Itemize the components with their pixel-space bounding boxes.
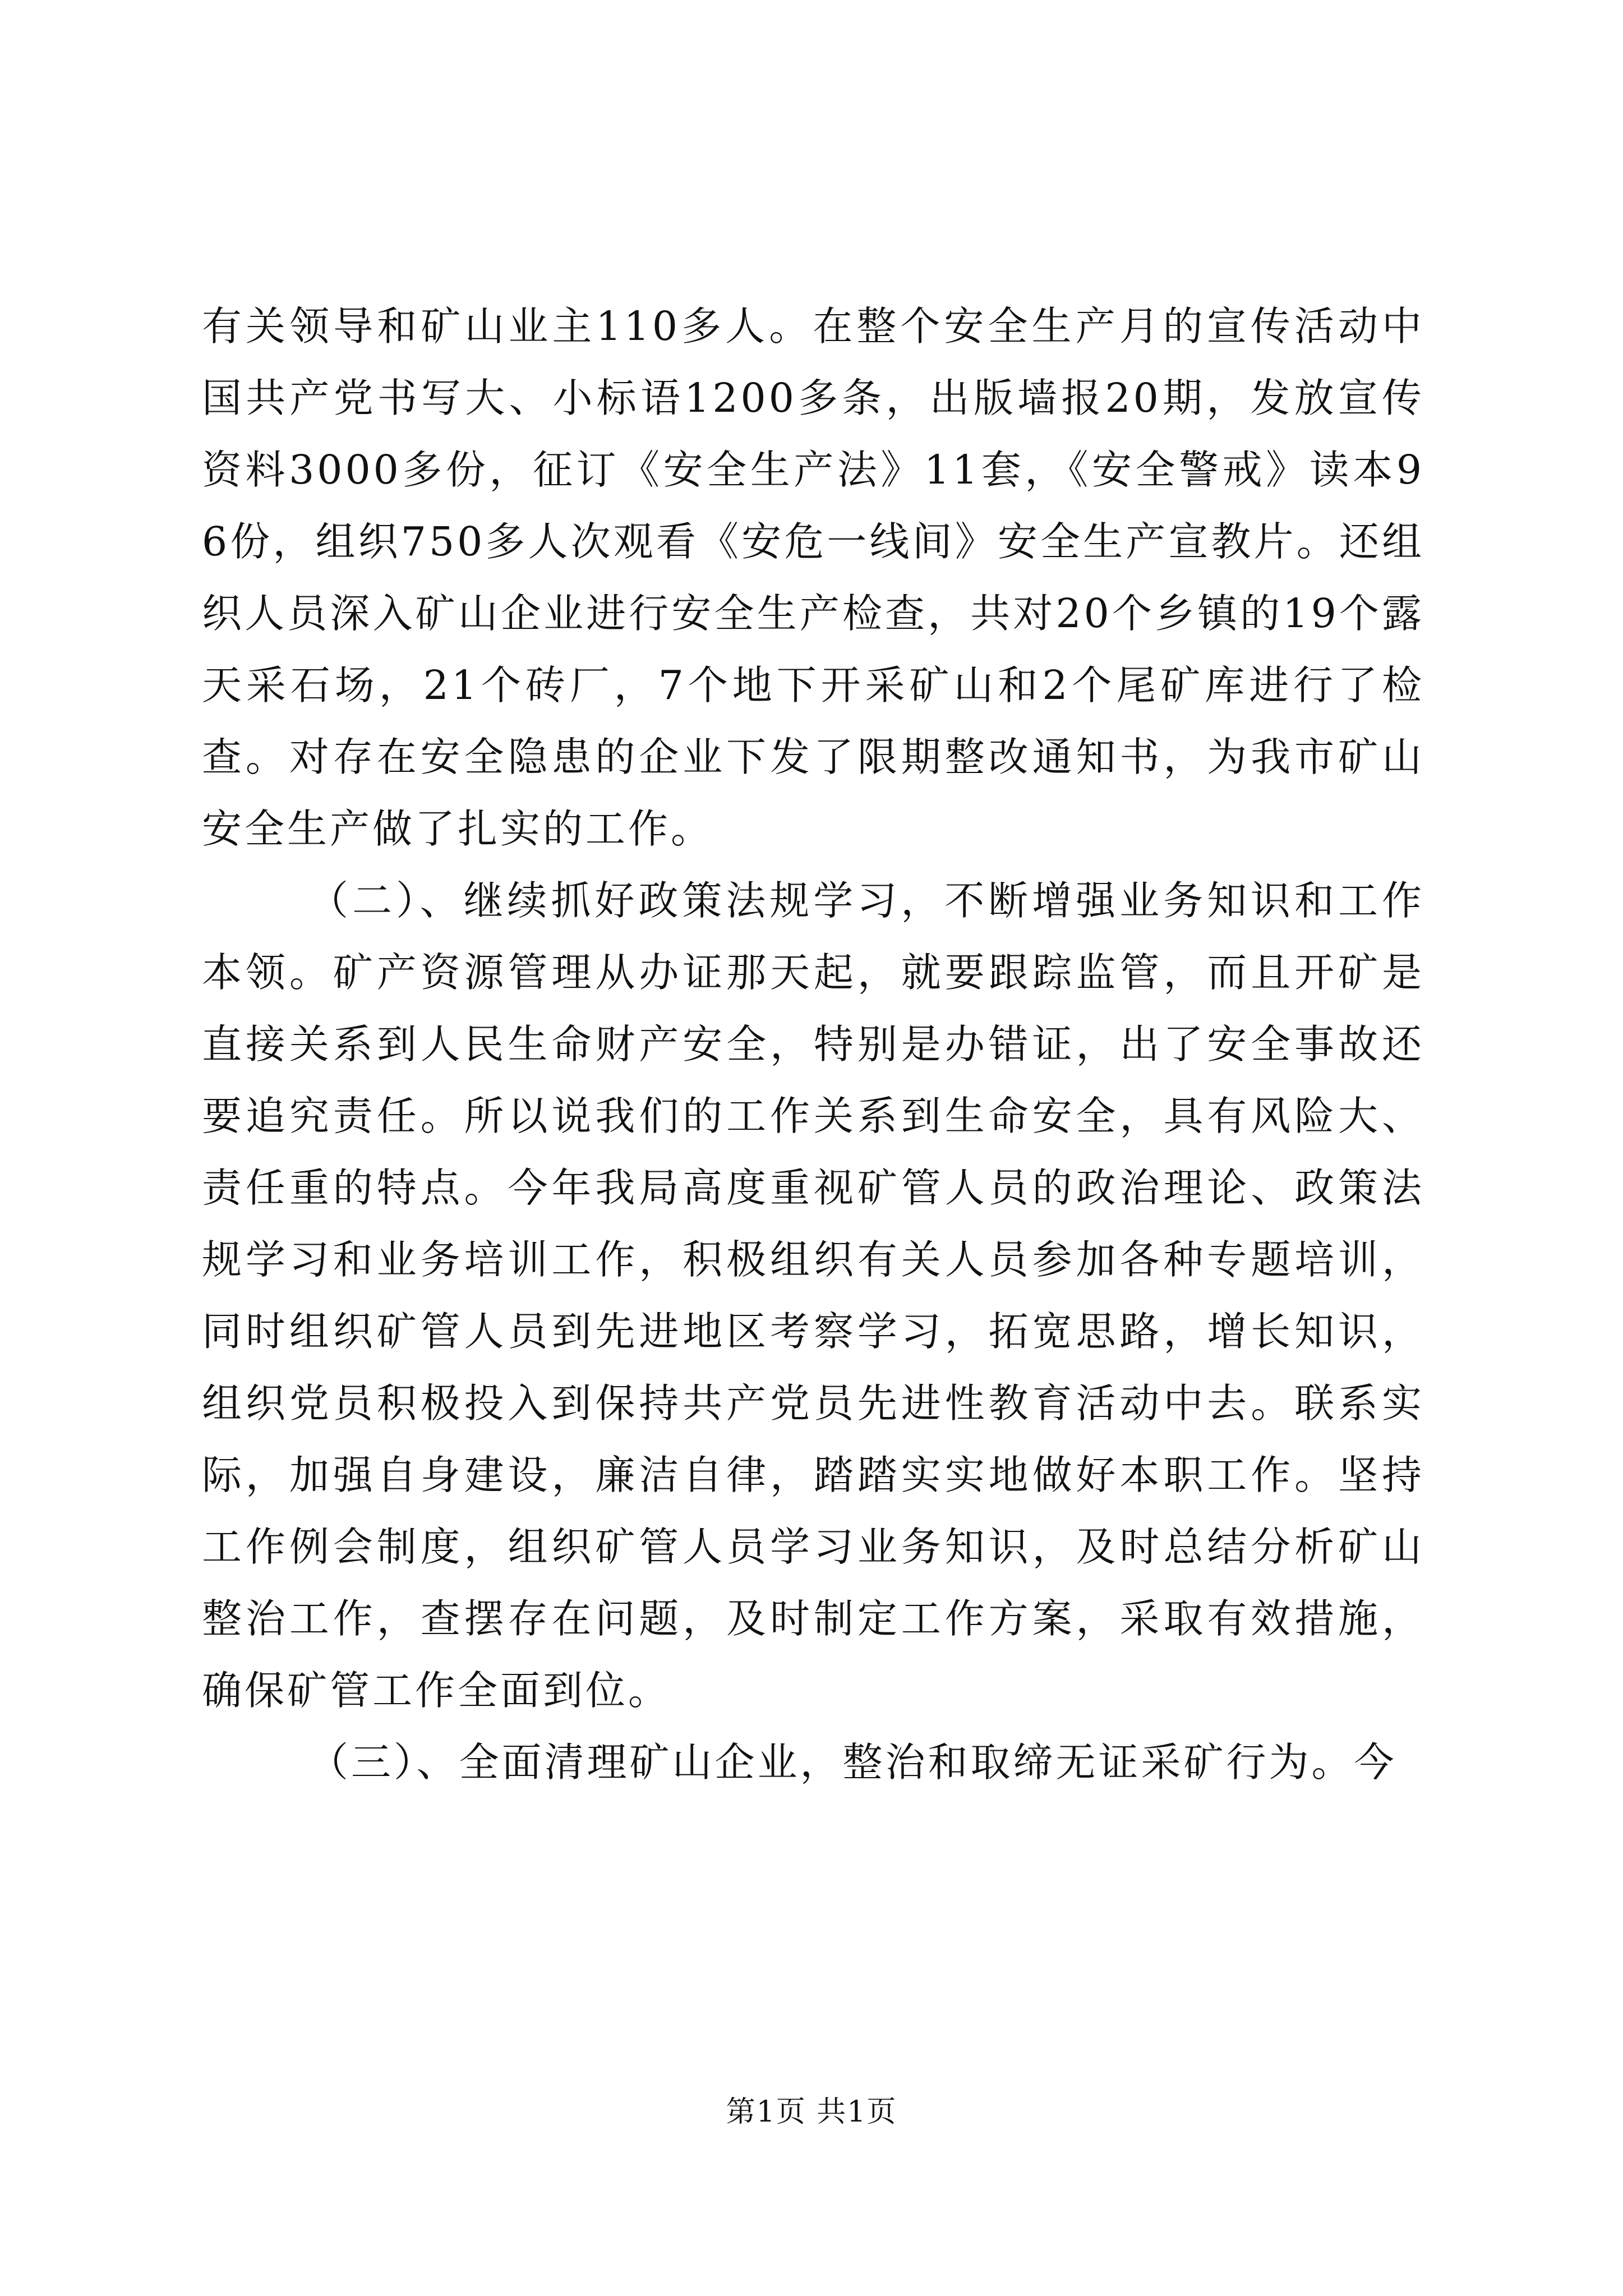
paragraph-3: （三）、全面清理矿山企业，整治和取缔无证采矿行为。今 [308,1739,1397,1786]
paragraph-2: （二）、继续抓好政策法规学习，不断增强业务知识和工作本领。矿产资源管理从办证那天起，就要跟踪监管，而且开矿是直接关系到人民生命财产安全，特别是办错证，出了安全事故还要追究责任。所以说我们的工作关系到生命安全，具有风险大、责任重的特点。今年我局高度重视矿管人员的政治理论、政策法规学习和业务培训工作，积极组织有关人员参加各种专题培训，同时组织矿管人员到先进地区考察学习，拓宽思路，增长知识，组织党员积极投入到保持共产党员先进性教育活动中去。联系实际，加强自身建设，廉洁自律，踏踏实实地做好本职工作。坚持工作例会制度，组织矿管人员学习业务知识，及时总结分析矿山整治工作，查摆存在问题，及时制定工作方案，采取有效措施，确保矿管工作全面到位。 [202,877,1424,1714]
paragraph-1: 有关领导和矿山业主110多人。在整个安全生产月的宣传活动中国共产党书写大、小标语1200多条，出版墙报20期，发放宣传资料3000多份，征订《安全生产法》11套，《安全警戒》读本96份，组织750多人次观看《安危一线间》安全生产宣教片。还组织人员深入矿山企业进行安全生产检查，共对20个乡镇的19个露天采石场，21个砖厂，7个地下开采矿山和2个尾矿库进行了检查。对存在安全隐患的企业下发了限期整改通知书，为我市矿山安全生产做了扎实的工作。 [202,303,1424,852]
document-body [202,291,1424,1798]
page-footer: 第1页 共1页 [726,2095,897,2129]
